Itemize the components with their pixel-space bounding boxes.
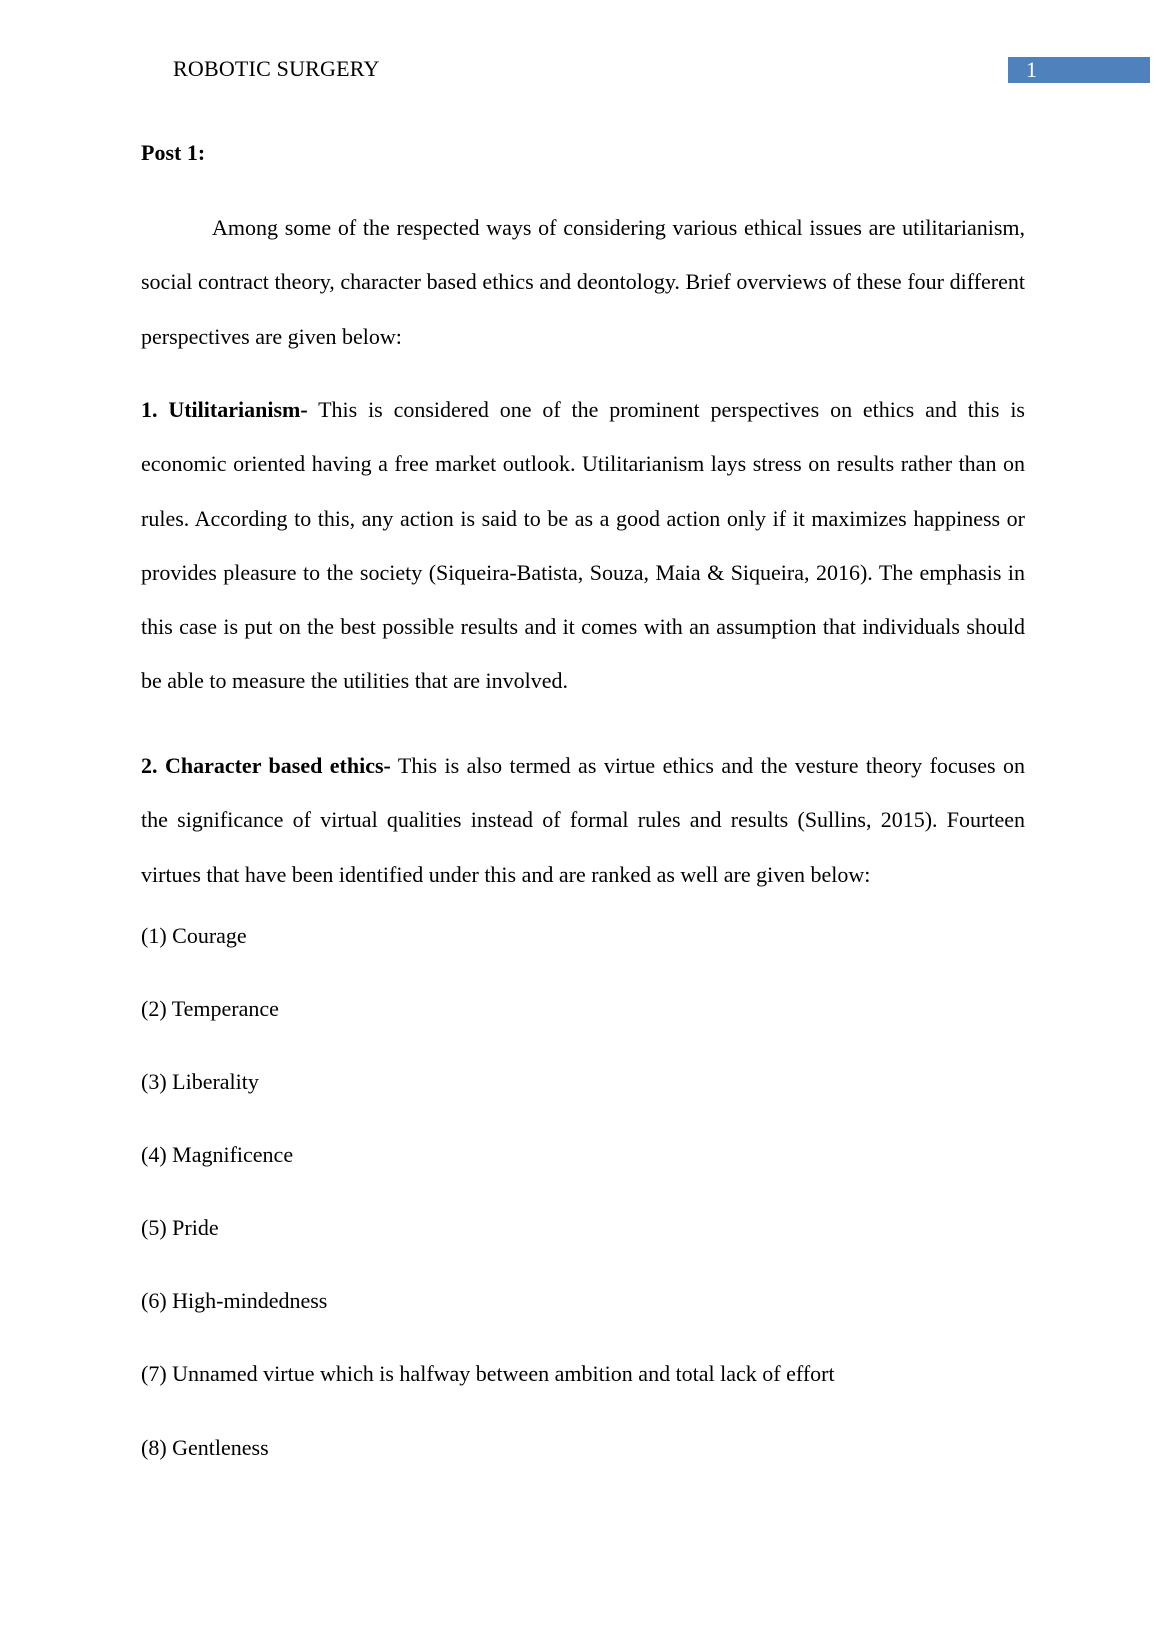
page-number: 1 xyxy=(1026,57,1037,82)
virtue-list-item: (3) Liberality xyxy=(141,1069,259,1094)
virtue-list-item: (7) Unnamed virtue which is halfway between ambition and total lack of effort xyxy=(141,1361,835,1386)
page-number-box xyxy=(1008,57,1150,83)
running-head: ROBOTIC SURGERY xyxy=(173,56,380,81)
character-ethics-paragraph xyxy=(141,739,1025,902)
virtue-list-item: (5) Pride xyxy=(141,1215,219,1240)
virtue-list-item: (6) High-mindedness xyxy=(141,1288,328,1313)
virtue-list-item: (1) Courage xyxy=(141,923,247,948)
utilitarianism-body: This is considered one of the prominent perspectives on ethics and this is economic oriented having a free market outlook. Utilitarianism lays stress on results rather than on rules. According to this, any action is said to be as a good action only if it maximizes happiness or provides pleasure to the society (Siqueira-Batista, Souza, Maia & Siqueira, 2016). The emphasis in this case is put on the best possible results and it comes with an assumption that individuals should be able to measure the utilities that are involved. xyxy=(141,397,1025,694)
virtue-list-item: (4) Magnificence xyxy=(141,1142,294,1167)
character-ethics-heading: 2. Character based ethics- xyxy=(141,753,391,778)
utilitarianism-heading: 1. Utilitarianism- xyxy=(141,397,308,422)
virtue-list-item: (8) Gentleness xyxy=(141,1435,269,1460)
post-title: Post 1: xyxy=(141,140,206,165)
virtue-list-item: (2) Temperance xyxy=(141,996,279,1021)
character-ethics-body: This is also termed as virtue ethics and the vesture theory focuses on the significance of virtual qualities instead of formal rules and results (Sullins, 2015). Fourteen virtues that have been identified under this and are ranked as well are given below: xyxy=(141,753,1026,887)
intro-paragraph: Among some of the respected ways of considering various ethical issues are utilitarianism, social contract theory, character based ethics and deontology. Brief overviews of these four different perspectives are given below: xyxy=(141,215,1025,349)
utilitarianism-paragraph xyxy=(141,383,1025,709)
